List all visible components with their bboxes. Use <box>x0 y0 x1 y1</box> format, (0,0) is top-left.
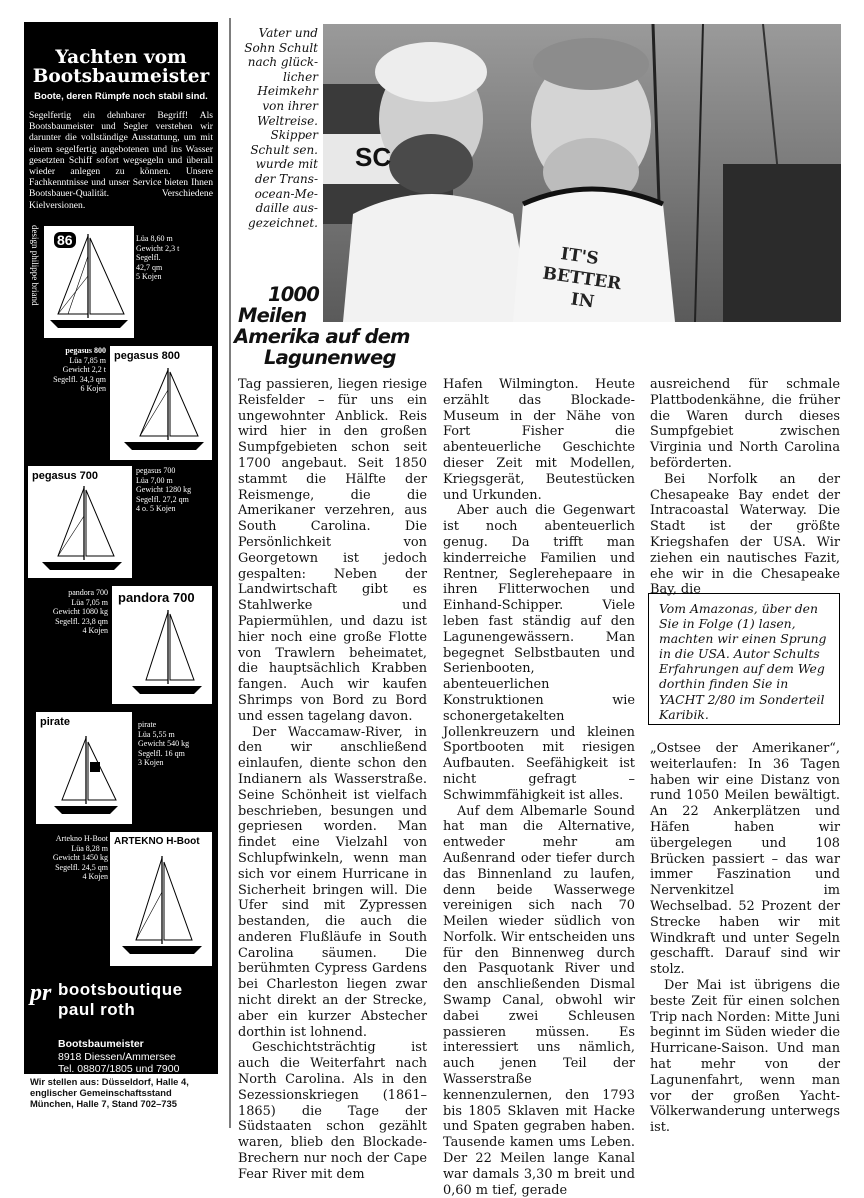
photo-father-and-son <box>323 24 841 322</box>
article-headline: 1000 Meilen Amerika auf dem Lagunenweg <box>234 283 410 369</box>
photo-caption: Vater und Sohn Schult nach glück- licher Heimkehr von ihrer Weltreise. Skipper Schult sen. wurde mit der Trans- ocean-Me- daille aus- gezeichnet. <box>244 26 318 230</box>
paragraph: Aber auch die Gegenwart ist noch abenteuerlich genug. Da trifft man kinderreiche Familien und Rentner, Seglerehepaare in ihren Flitterwochen und Einhand-Schipper. Viele leben fast ständig auf den Lagunengewässern. Man begegnet Selbstbauten und Serienbooten, abenteuerlichen Konstruktionen wie schonergetakelten Jollenkreuzern und kleinen Sportbooten mit riesigen Aufbauten. Seefähigkeit ist nicht gefragt – Schwimmfähigkeit ist alles. <box>443 503 635 803</box>
boat-pegasus-800 <box>24 344 218 464</box>
boat-86 <box>24 222 218 348</box>
paragraph: Auf dem Albemarle Sound hat man die Alternative, entweder mehr am Außenrand oder tiefer durch das Binnenland zu laufen, denn beide Wasserwege vereinigen sich nach 70 Meilen wieder südlich von Norfolk. Wir entscheiden uns für den Binnenweg durch den Pasquotank River und den anschließenden Dismal Swamp Canal, obwohl wir dabei zwei Schleusen passieren müssen. Es interessiert uns nämlich, auch jenen Teil der Wasserstraße kennenzulernen, den 1793 bis 1805 Sklaven mit Hacke und Spaten gegraben haben. Tausende kamen ums Leben. Der 22 Meilen lange Kanal war damals 3,30 m breit und 0,60 m tief, gerade <box>443 803 635 1198</box>
boat-artekno-h-boot <box>24 830 218 968</box>
article-column-1 <box>238 377 427 1183</box>
boat-drawing-panel <box>110 346 212 460</box>
paragraph: Tag passieren, liegen riesige Reisfelder – für uns ein ungewohnter Anblick. Reis wird hier in den großen Sumpfgebieten schon seit 1700 angebaut. Seit 1850 stammt die Hälfte der Reismenge, die die Amerikaner verzehren, aus South Carolina. Die Persönlichkeit von Georgetown ist jedoch gespalten: Neben der Landwirtschaft gibt es Stahlwerke und Papiermühlen, und dazu ist hier noch eine große Flotte von Trawlern beheimatet, die hauptsächlich Krabben fangen. Auch wir kaufen Shrimps von Bord zu Bord und essen tagelang davon. <box>238 377 427 724</box>
info-box <box>648 593 840 725</box>
boat-specs: Artekno H-Boot Lüa 8,28 m Gewicht 1450 kg Segelfl. 24,5 qm 4 Kojen <box>52 834 108 881</box>
bootsboutique-logo <box>32 980 212 1020</box>
boat-name: pirate <box>40 716 70 728</box>
boat-pandora-700 <box>24 584 218 706</box>
boat-name: pandora 700 <box>118 590 195 605</box>
paragraph: Geschichtsträchtig ist auch die Weiterfahrt nach North Carolina. Als in den Sezessionskriegen (1861–1865) die Tage der Südstaaten schon gezählt waren, blieb den Blockade-Brechern nur noch der Cape Fear River mit dem <box>238 1040 427 1182</box>
boat-pegasus-700 <box>24 464 218 580</box>
sailboat-icon <box>28 466 132 578</box>
boat-specs: pandora 700 Lüa 7,05 m Gewicht 1080 kg Segelfl. 23,8 qm 4 Kojen <box>52 588 108 635</box>
ad-text: Segelfertig ein dehnbarer Begriff! Als Bootsbaumeister und Segler verstehen wir darunter die vollständige Ausstattung, um mit einem segelfertig angebotenen und ins Wasser gesetzten Schiff sofort wegsegeln und überall wieder anlegen zu können. Unsere Fachkenntnisse und unser Service bieten Ihnen Bootsbauer-Qualität. Verschiedene Kielversionen. <box>29 110 213 211</box>
paragraph: Der Mai ist übrigens die beste Zeit für einen solchen Trip nach Norden: Mitte Juni beginnt im Süden wieder die Hurricane-Saison. Und man hat mehr von der Lagunenfahrt, wenn man vor der großen Yacht-Völkerwanderung unterwegs ist. <box>650 977 840 1136</box>
advertisement <box>24 22 218 1074</box>
boat-sign-text: SC <box>355 142 392 172</box>
photo-illustration <box>323 24 841 322</box>
boat-specs: pegasus 800 Lüa 7,85 m Gewicht 2,2 t Segelfl. 34,3 qm 6 Kojen <box>53 346 106 393</box>
paragraph: „Ostsee der Amerikaner“, weiterlaufen: In 36 Tagen haben wir eine Distanz von rund 1050 Meilen bewältigt. An 22 Ankerplätzen und Häfen haben wir übergelegen und 108 Brücken passiert – das war immer Faszination und Nervenkitzel im Wechselbad. 52 Prozent der Strecke haben wir mit Windkraft und unter Segeln geschafft. Darauf sind wir stolz. <box>650 741 840 978</box>
boat-designer: design philippe briand <box>30 225 40 306</box>
sailboat-icon <box>110 832 212 966</box>
logo-mark: pr <box>30 980 52 1006</box>
paragraph: Hafen Wilmington. Heute erzählt das Blockade-Museum in der Nähe von Fort Fisher die abenteuerliche Geschichte dieser Zeit mit Modellen, Kriegsgerät, Beutestücken und Urkunden. <box>443 377 635 503</box>
ad-title: Yachten vom Bootsbaumeister <box>32 47 210 87</box>
boat-drawing-panel <box>112 586 212 704</box>
exhibition-info: Wir stellen aus: Düsseldorf, Halle 4, englischer Gemeinschaftsstand München, Halle 7, Stand 702–735 <box>30 1076 189 1109</box>
boat-specs: pirate Lüa 5,55 m Gewicht 540 kg Segelfl. 16 qm 3 Kojen <box>138 720 190 767</box>
info-box-text: Vom Amazonas, über den Sie in Folge (1) lasen, machten wir einen Sprung in die USA. Autor Schults Erfahrungen auf dem Weg dorthin finden Sie in YACHT 2/80 im Sonderteil Karibik. <box>659 601 827 722</box>
boat-pirate <box>24 710 218 826</box>
logo-line-1: bootsboutique <box>58 980 183 999</box>
article-column-3-bottom <box>650 741 840 1136</box>
boat-specs: pegasus 700 Lüa 7,00 m Gewicht 1280 kg Segelfl. 27,2 qm 4 o. 5 Kojen <box>136 466 192 513</box>
boat-drawing-panel <box>36 712 132 824</box>
paragraph: Der Waccamaw-River, in den wir anschließend einlaufen, diente schon den Indianern als Wasserstraße. Seine Schönheit ist vielfach beschrieben, besungen und gepriesen worden. Man findet eine Vielzahl von Schlupfwinkeln, wenn man sich vor einem Hurricane in Sicherheit bringen will. Die Ufer sind mit Zypressen bestanden, die auch die anderen Flußläufe in South Carolina säumen. Die berühmten Cypress Gardens bei Charleston liegen zwar nicht direkt an der Strecke, aber ein kurzer Abstecher dorthin ist lohnend. <box>238 724 427 1040</box>
ad-subtitle: Boote, deren Rümpfe noch stabil sind. <box>34 91 208 102</box>
shirt-text-3: IN <box>569 289 596 313</box>
boat-name: pegasus 700 <box>32 470 99 482</box>
boat-drawing-panel <box>28 466 132 578</box>
article-column-3-top <box>650 377 840 598</box>
sailboat-icon <box>110 346 212 460</box>
sailboat-icon <box>36 712 132 824</box>
article-column-2 <box>443 377 635 1198</box>
boat-drawing-panel <box>110 832 212 966</box>
boat-badge: 86 <box>54 232 76 248</box>
boat-specs: Lüa 8,60 m Gewicht 2,3 t Segelfl. 42,7 qm 5 Kojen <box>136 234 180 281</box>
paragraph: ausreichend für schmale Plattbodenkähne, die früher die Waren durch dieses Sumpfgebiet zwischen Virginia und North Carolina beförderten. <box>650 377 840 471</box>
shirt-text-2: BETTER <box>541 263 623 295</box>
logo-line-2: paul roth <box>58 1000 136 1019</box>
shirt-text-1: IT'S <box>559 244 600 270</box>
paragraph: Bei Norfolk an der Chesapeake Bay endet der Intracoastal Waterway. Die Stadt ist der größte Kriegshafen der USA. Wir ziehen ein nautisches Fazit, ehe wir in die Chesapeake Bay, die <box>650 471 840 598</box>
boat-name: pegasus 800 <box>114 350 181 362</box>
boat-name: ARTEKNO H-Boot <box>114 836 200 847</box>
ad-contact: Bootsbaumeister 8918 Diessen/Ammersee Tel. 08807/1805 und 7900 <box>58 1038 180 1074</box>
column-divider <box>229 18 231 1128</box>
